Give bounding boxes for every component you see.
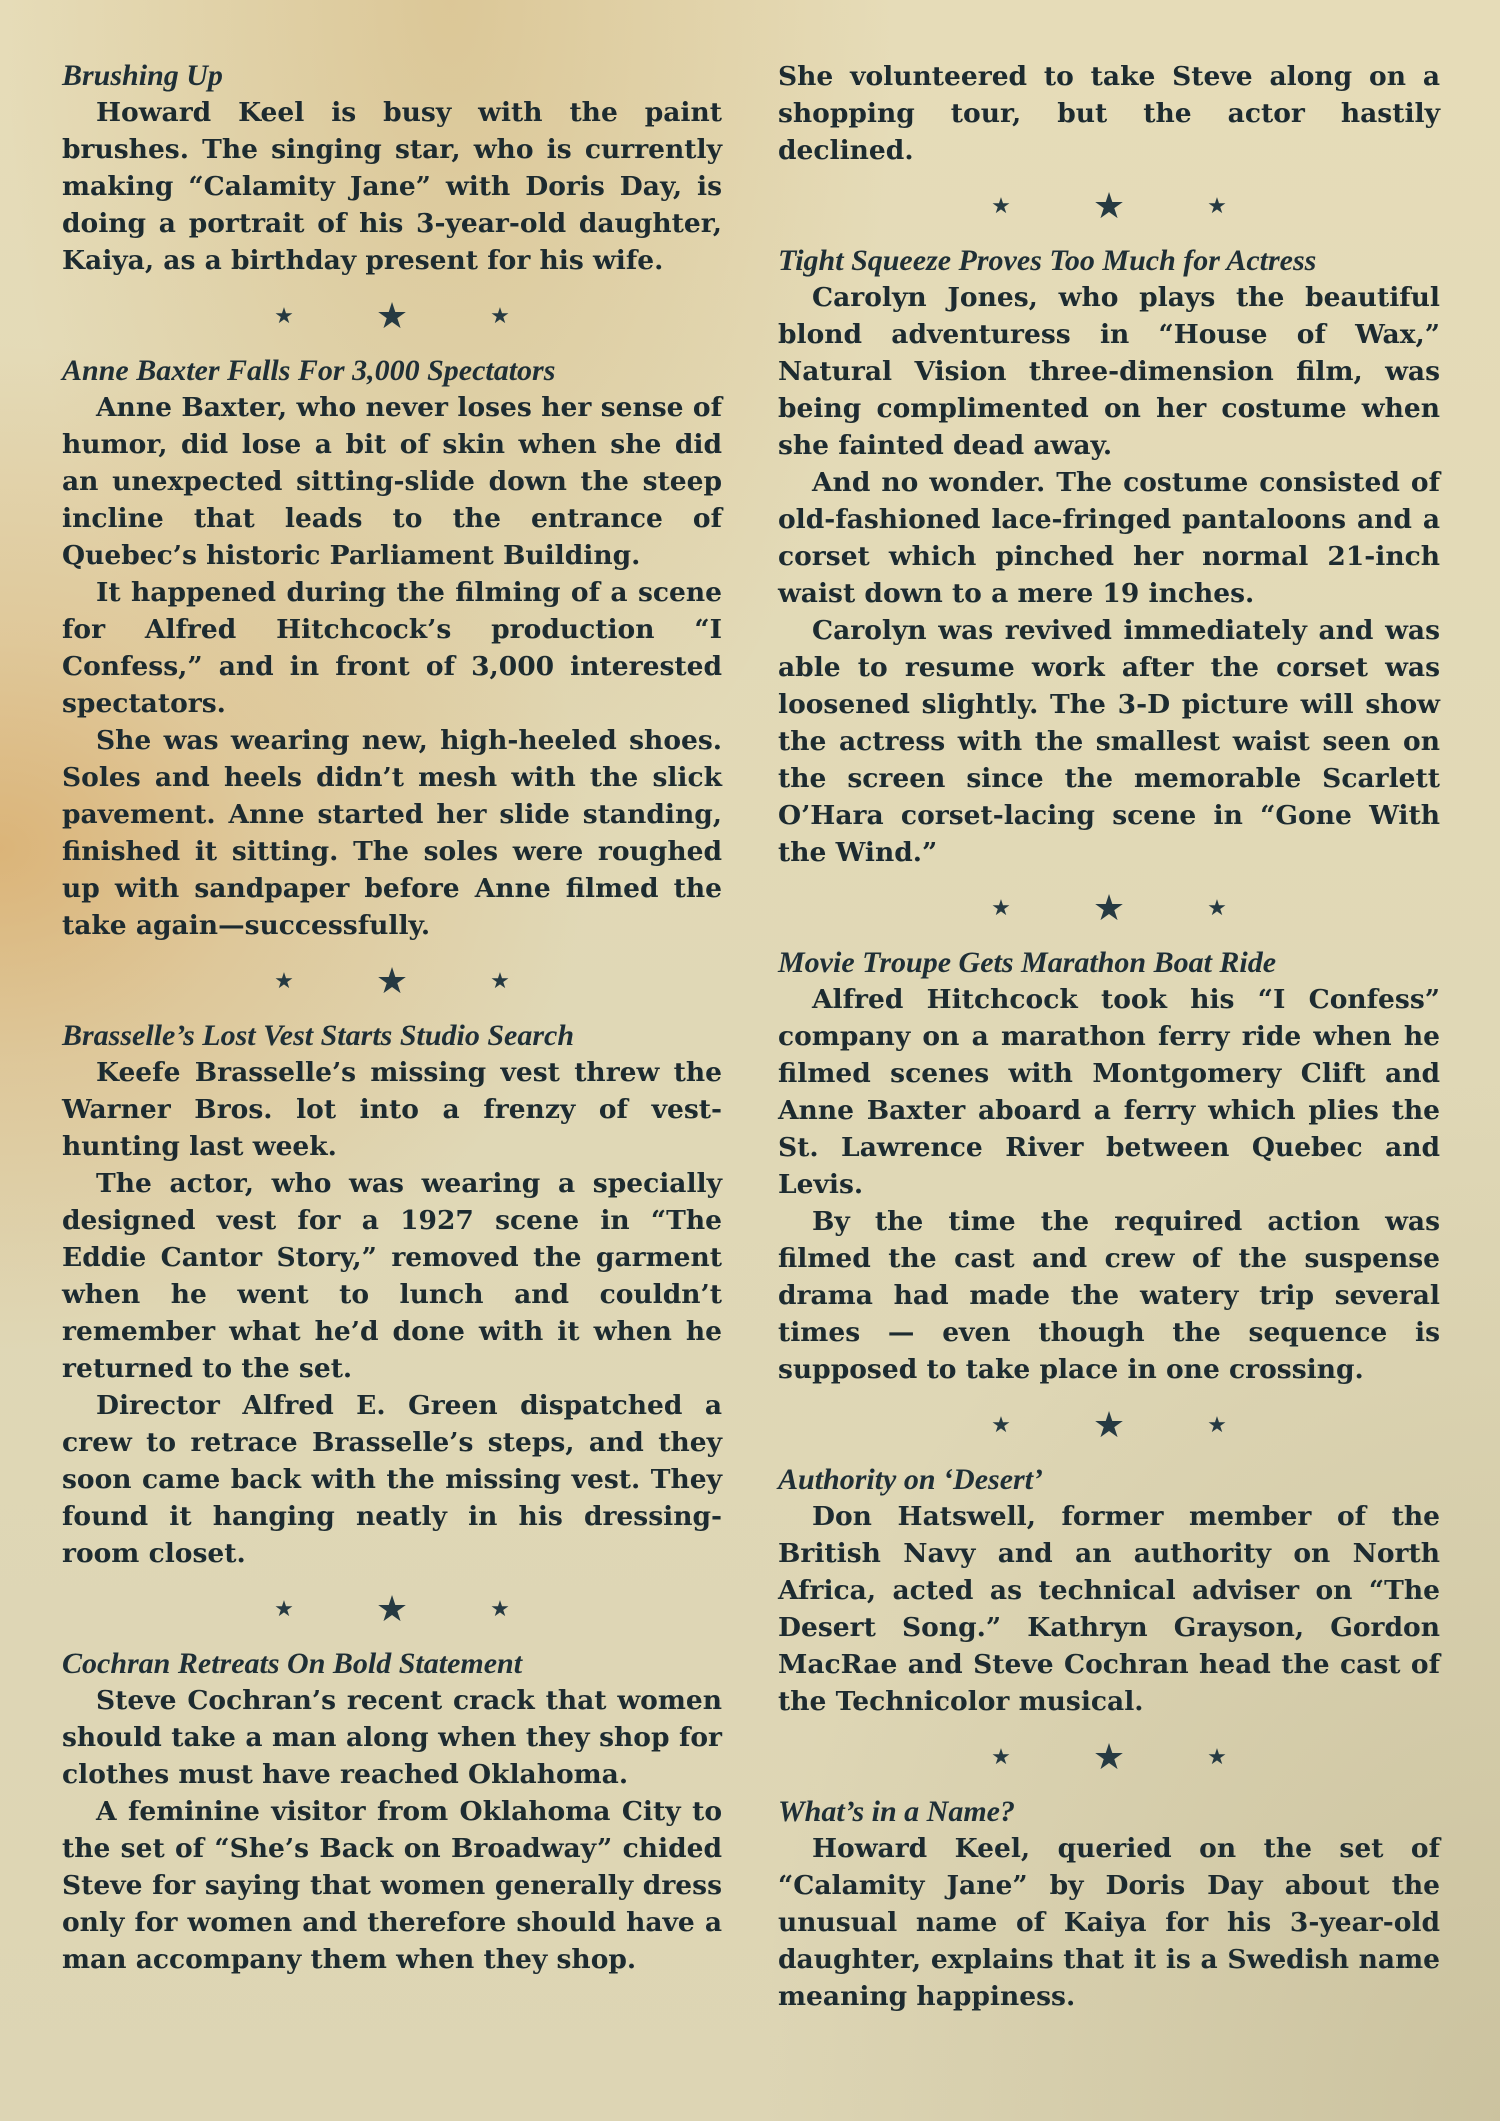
star-divider (778, 1388, 1440, 1462)
story-headline: Brushing Up (62, 59, 223, 92)
story-paragraph: The actor, who was wearing a specially designed vest for a 1927 scene in “The Eddie Cantor Story,” removed the garment when he went to lunch and couldn’t remember what he’d done with it when he returned to the set. (62, 1168, 722, 1384)
story-paragraph: Carolyn Jones, who plays the beautiful blond adventuress in “House of Wax,” Natural Vision three-dimension film, was being complimented on her costume when she fainted dead away. (778, 282, 1440, 461)
story-continuation: She volunteered to take Steve along on a shopping tour, but the actor hastily declined. (778, 61, 1440, 166)
story-headline: Tight Squeeze Proves Too Much for Actress (778, 244, 1317, 277)
star-divider (62, 944, 722, 1018)
star-divider (778, 169, 1440, 243)
star-icon: ★ (1092, 1736, 1126, 1778)
story-paragraph: It happened during the filming of a scene for Alfred Hitchcock’s production “I Confess,” and in front of 3,000 interested spectators. (62, 577, 722, 719)
story-cochran-retreats (62, 1646, 722, 1978)
story-tight-squeeze (778, 243, 1440, 871)
story-paragraph: Alfred Hitchcock took his “I Confess” company on a marathon ferry ride when he filmed scenes with Montgomery Clift and Anne Baxter aboard a ferry which plies the St. Lawrence River between Quebec and Levis. (778, 984, 1440, 1200)
star-icon: ★ (490, 303, 510, 329)
story-brasselle-vest (62, 1018, 722, 1572)
star-divider (62, 1572, 722, 1646)
story-paragraph: Don Hatswell, former member of the British Navy and an authority on North Africa, acted as technical adviser on “The Desert Song.” Kathryn Grayson, Gordon MacRae and Steve Cochran head the cast of the Technicolor musical. (778, 1501, 1440, 1717)
story-paragraph: Anne Baxter, who never loses her sense of humor, did lose a bit of skin when she did an unexpected sitting-slide down the steep incline that leads to the entrance of Quebec’s historic Parliament Building. (62, 392, 722, 571)
star-icon: ★ (1207, 895, 1227, 921)
star-icon: ★ (274, 303, 294, 329)
star-icon: ★ (490, 968, 510, 994)
story-paragraph: And no wonder. The costume consisted of old-fashioned lace-fringed pantaloons and a corset which pinched her normal 21-inch waist down to a mere 19 inches. (778, 467, 1440, 609)
star-icon: ★ (991, 1744, 1011, 1770)
star-icon: ★ (1092, 1404, 1126, 1446)
star-icon: ★ (1207, 193, 1227, 219)
star-divider (62, 279, 722, 353)
story-headline: Authority on ‘Desert’ (778, 1463, 1044, 1496)
story-paragraph: Carolyn was revived immediately and was able to resume work after the corset was loosened slightly. The 3-D picture will show the actress with the smallest waist seen on the screen since the memorable Scarlett O’Hara corset-lacing scene in “Gone With the Wind.” (778, 615, 1440, 868)
star-icon: ★ (991, 895, 1011, 921)
star-icon: ★ (991, 1412, 1011, 1438)
star-icon: ★ (1092, 887, 1126, 929)
star-icon: ★ (1092, 185, 1126, 227)
story-paragraph: A feminine visitor from Oklahoma City to the set of “She’s Back on Broadway” chided Steve for saying that women generally dress only for women and therefore should have a man accompany them when they shop. (62, 1796, 722, 1975)
story-paragraph: She was wearing new, high-heeled shoes. Soles and heels didn’t mesh with the slick pavement. Anne started her slide standing, finished it sitting. The soles were roughed up with sandpaper before Anne filmed the take again—successfully. (62, 725, 722, 941)
story-anne-baxter (62, 353, 722, 944)
story-paragraph: Howard Keel is busy with the paint brushes. The singing star, who is currently making “Calamity Jane” with Doris Day, is doing a portrait of his 3-year-old daughter, Kaiya, as a birthday present for his wife. (62, 97, 722, 276)
story-brushing-up (62, 58, 722, 279)
story-headline: Brasselle’s Lost Vest Starts Studio Search (62, 1019, 575, 1052)
star-divider (778, 1720, 1440, 1794)
star-icon: ★ (375, 1588, 409, 1630)
star-icon: ★ (274, 968, 294, 994)
story-headline: Anne Baxter Falls For 3,000 Spectators (62, 354, 556, 387)
story-headline: Cochran Retreats On Bold Statement (62, 1647, 523, 1680)
story-authority-desert (778, 1462, 1440, 1720)
star-icon: ★ (490, 1596, 510, 1622)
star-icon: ★ (1207, 1744, 1227, 1770)
story-paragraph: Steve Cochran’s recent crack that women should take a man along when they shop for clothes must have reached Oklahoma. (62, 1685, 722, 1790)
story-marathon-boat-ride (778, 945, 1440, 1388)
left-column (62, 58, 722, 1978)
star-divider (778, 871, 1440, 945)
story-headline: What’s in a Name? (778, 1795, 1015, 1828)
star-icon: ★ (274, 1596, 294, 1622)
story-paragraph: Director Alfred E. Green dispatched a crew to retrace Brasselle’s steps, and they soon came back with the missing vest. They found it hanging neatly in his dressing-room closet. (62, 1390, 722, 1569)
star-icon: ★ (1207, 1412, 1227, 1438)
story-whats-in-a-name (778, 1794, 1440, 2015)
star-icon: ★ (375, 960, 409, 1002)
story-paragraph: Keefe Brasselle’s missing vest threw the Warner Bros. lot into a frenzy of vest-hunting last week. (62, 1057, 722, 1162)
star-icon: ★ (375, 295, 409, 337)
right-column (778, 58, 1440, 2015)
story-paragraph: By the time the required action was filmed the cast and crew of the suspense drama had made the watery trip several times — even though the sequence is supposed to take place in one crossing. (778, 1206, 1440, 1385)
story-headline: Movie Troupe Gets Marathon Boat Ride (778, 946, 1277, 979)
story-paragraph: Howard Keel, queried on the set of “Calamity Jane” by Doris Day about the unusual name of Kaiya for his 3-year-old daughter, explains that it is a Swedish name meaning happiness. (778, 1833, 1440, 2012)
star-icon: ★ (991, 193, 1011, 219)
